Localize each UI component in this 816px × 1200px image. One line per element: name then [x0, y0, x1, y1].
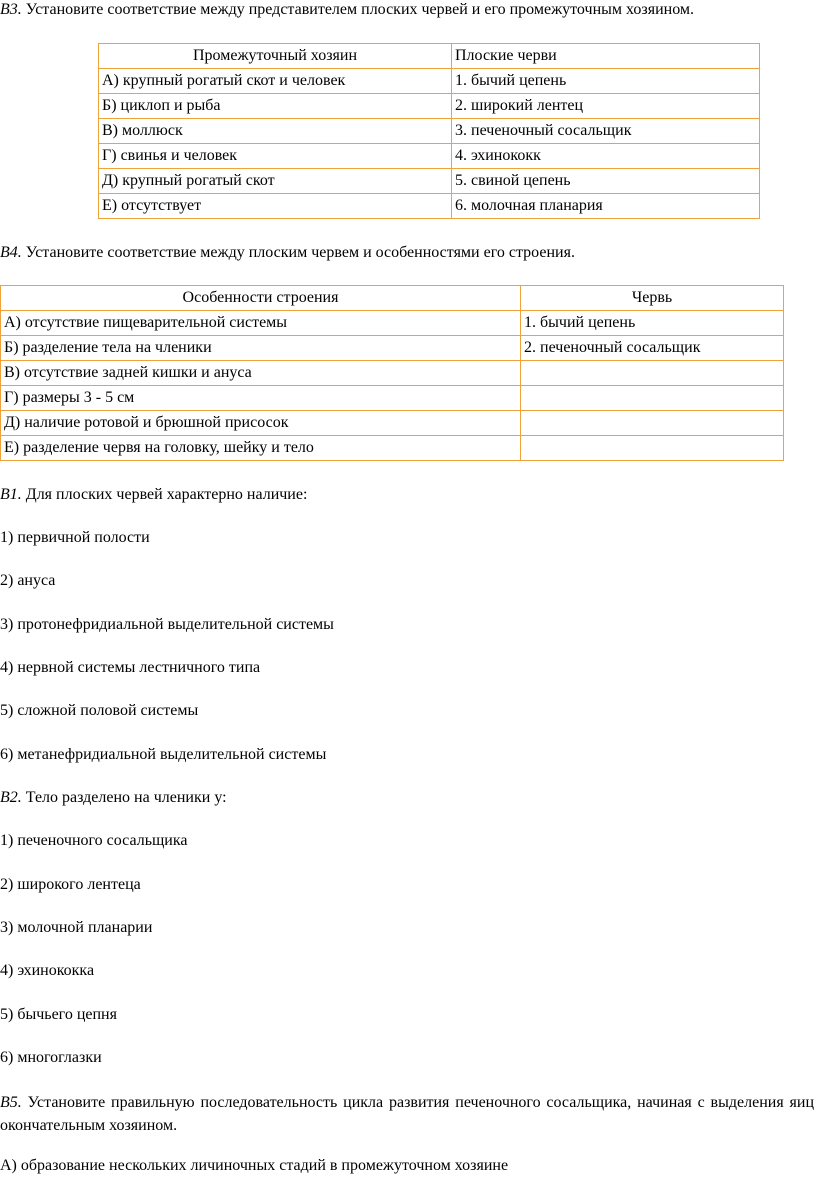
table-cell: Б) разделение тела на членики [1, 336, 521, 361]
table-row [1, 311, 784, 336]
table-cell: В) моллюск [99, 119, 452, 144]
answer-option: 6) метанефридиальной выделительной системы [0, 746, 327, 763]
question-b2 [0, 788, 227, 808]
table-cell: 2. печеночный сосальщик [521, 336, 784, 361]
table-header-cell: Плоские черви [452, 44, 760, 69]
answer-option: 6) многоглазки [0, 1049, 102, 1066]
table-cell: Д) наличие ротовой и брюшной присосок [1, 411, 521, 436]
table-cell: А) отсутствие пищеварительной системы [1, 311, 521, 336]
table-cell: В) отсутствие задней кишки и ануса [1, 361, 521, 386]
table-row [99, 194, 760, 219]
question-b4 [0, 243, 575, 263]
table-row [1, 386, 784, 411]
table-row [99, 69, 760, 94]
question-number: В2. [0, 789, 22, 806]
table-header-cell: Промежуточный хозяин [99, 44, 452, 69]
table-cell: Б) циклоп и рыба [99, 94, 452, 119]
table-cell [521, 436, 784, 461]
table-row [99, 119, 760, 144]
answer-option: 2) ануса [0, 572, 56, 589]
table-cell: Г) размеры 3 - 5 см [1, 386, 521, 411]
answer-option: 3) протонефридиальной выделительной системы [0, 616, 334, 633]
question-text: Тело разделено на членики у: [21, 789, 227, 806]
answer-option: 5) бычьего цепня [0, 1006, 117, 1023]
table-cell: Е) отсутствует [99, 194, 452, 219]
table-cell: 2. широкий лентец [452, 94, 760, 119]
question-number: В4. [0, 244, 22, 261]
table-cell [521, 411, 784, 436]
table-cell: А) крупный рогатый скот и человек [99, 69, 452, 94]
question-text: Установите правильную последовательность цикла развития печеночного сосальщика, начиная с выделения яиц окончательным хозяином. [0, 1094, 814, 1134]
question-text: Установите соответствие между представителем плоских червей и его промежуточным хозяином. [21, 1, 695, 18]
question-number: В1. [0, 486, 22, 503]
table-b3 [98, 43, 760, 219]
table-row [1, 436, 784, 461]
table-cell: Г) свинья и человек [99, 144, 452, 169]
answer-option: А) образование нескольких личиночных стадий в промежуточном хозяине [0, 1157, 509, 1174]
table-cell: Д) крупный рогатый скот [99, 169, 452, 194]
table-header-cell: Особенности строения [1, 286, 521, 311]
table-cell: 1. бычий цепень [452, 69, 760, 94]
answer-option: 4) эхинококка [0, 962, 95, 979]
question-number: В3. [0, 1, 22, 18]
table-cell [521, 361, 784, 386]
table-row [99, 169, 760, 194]
answer-option: 1) первичной полости [0, 529, 150, 546]
table-row [99, 144, 760, 169]
question-b3 [0, 0, 694, 20]
table-b4 [0, 285, 784, 461]
table-row [1, 336, 784, 361]
question-b1 [0, 485, 307, 505]
table-cell: 5. свиной цепень [452, 169, 760, 194]
answer-option: 3) молочной планарии [0, 919, 153, 936]
question-text: Для плоских червей характерно наличие: [21, 486, 308, 503]
question-b5 [0, 1091, 814, 1137]
table-cell: 1. бычий цепень [521, 311, 784, 336]
answer-option: 2) широкого лентеца [0, 876, 141, 893]
table-header-cell: Червь [521, 286, 784, 311]
table-cell: Е) разделение червя на головку, шейку и тело [1, 436, 521, 461]
table-header-row [1, 286, 784, 311]
answer-option: 4) нервной системы лестничного типа [0, 659, 261, 676]
table-row [99, 94, 760, 119]
answer-option: 1) печеночного сосальщика [0, 832, 188, 849]
question-number: В5. [0, 1094, 22, 1111]
table-header-row [99, 44, 760, 69]
answer-option: 5) сложной половой системы [0, 702, 199, 719]
table-cell: 4. эхинококк [452, 144, 760, 169]
table-cell [521, 386, 784, 411]
table-row [1, 361, 784, 386]
question-text: Установите соответствие между плоским червем и особенностями его строения. [21, 244, 575, 261]
table-row [1, 411, 784, 436]
table-cell: 6. молочная планария [452, 194, 760, 219]
table-cell: 3. печеночный сосальщик [452, 119, 760, 144]
